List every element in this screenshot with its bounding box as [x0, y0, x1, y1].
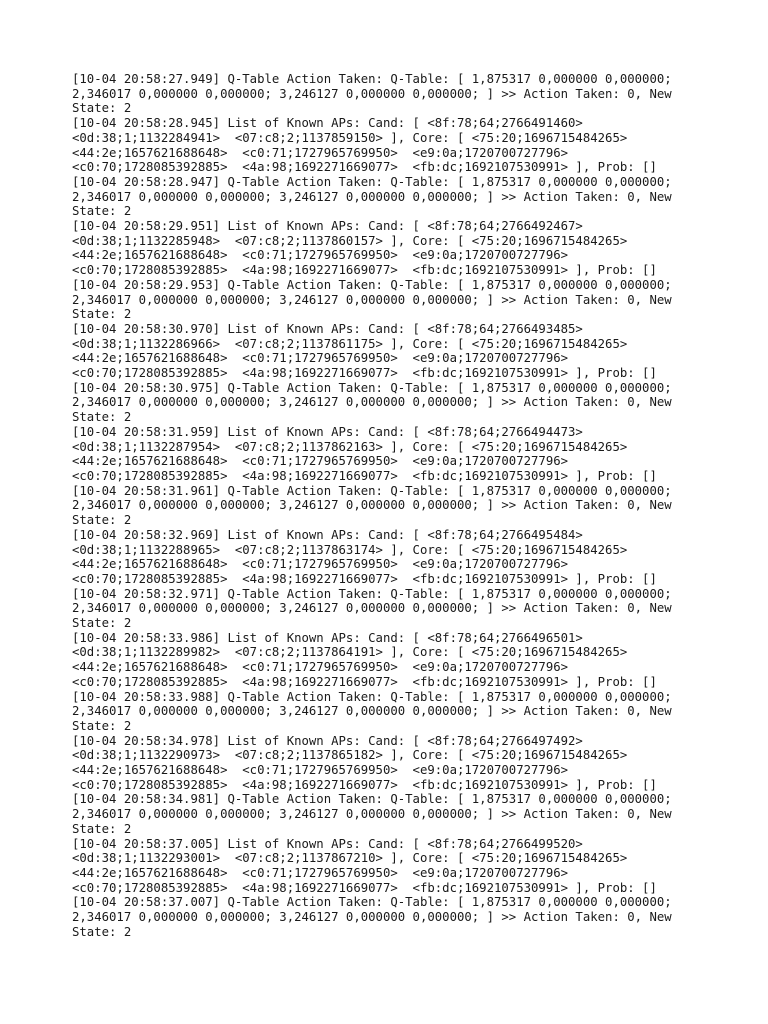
log-line: State: 2	[72, 513, 132, 528]
log-line: [10-04 20:58:31.959] List of Known APs: Cand: [ <8f:78;64;2766494473>	[72, 424, 583, 439]
log-line: [10-04 20:58:33.988] Q-Table Action Taken: Q-Table: [ 1,875317 0,000000 0,000000;	[72, 689, 672, 704]
log-line: <c0:70;1728085392885> <4a:98;1692271669077> <fb:dc;1692107530991> ], Prob: []	[72, 160, 657, 175]
log-line: <0d:38;1;1132290973> <07:c8;2;1137865182> ], Core: [ <75:20;1696715484265>	[72, 748, 628, 763]
log-line: 2,346017 0,000000 0,000000; 3,246127 0,000000 0,000000; ] >> Action Taken: 0, New	[72, 910, 672, 925]
log-line: [10-04 20:58:32.969] List of Known APs: Cand: [ <8f:78;64;2766495484>	[72, 527, 583, 542]
log-line: <0d:38;1;1132289982> <07:c8;2;1137864191> ], Core: [ <75:20;1696715484265>	[72, 645, 628, 660]
log-line: State: 2	[72, 821, 132, 836]
log-line: [10-04 20:58:28.945] List of Known APs: Cand: [ <8f:78;64;2766491460>	[72, 116, 583, 131]
log-line: <c0:70;1728085392885> <4a:98;1692271669077> <fb:dc;1692107530991> ], Prob: []	[72, 880, 657, 895]
log-line: [10-04 20:58:27.949] Q-Table Action Taken: Q-Table: [ 1,875317 0,000000 0,000000;	[72, 72, 672, 86]
log-line: [10-04 20:58:34.981] Q-Table Action Taken: Q-Table: [ 1,875317 0,000000 0,000000;	[72, 792, 672, 807]
log-line: <44:2e;1657621688648> <c0:71;1727965769950> <e9:0a;1720700727796>	[72, 865, 569, 880]
log-line: <c0:70;1728085392885> <4a:98;1692271669077> <fb:dc;1692107530991> ], Prob: []	[72, 263, 657, 278]
log-line: <0d:38;1;1132286966> <07:c8;2;1137861175> ], Core: [ <75:20;1696715484265>	[72, 336, 628, 351]
log-line: State: 2	[72, 616, 132, 631]
log-line: [10-04 20:58:29.953] Q-Table Action Taken: Q-Table: [ 1,875317 0,000000 0,000000;	[72, 277, 672, 292]
log-line: State: 2	[72, 924, 132, 939]
log-line: 2,346017 0,000000 0,000000; 3,246127 0,000000 0,000000; ] >> Action Taken: 0, New	[72, 601, 672, 616]
log-line: <0d:38;1;1132284941> <07:c8;2;1137859150> ], Core: [ <75:20;1696715484265>	[72, 130, 628, 145]
log-line: <c0:70;1728085392885> <4a:98;1692271669077> <fb:dc;1692107530991> ], Prob: []	[72, 777, 657, 792]
log-line: <0d:38;1;1132293001> <07:c8;2;1137867210> ], Core: [ <75:20;1696715484265>	[72, 851, 628, 866]
log-line: <c0:70;1728085392885> <4a:98;1692271669077> <fb:dc;1692107530991> ], Prob: []	[72, 571, 657, 586]
log-line: <44:2e;1657621688648> <c0:71;1727965769950> <e9:0a;1720700727796>	[72, 351, 569, 366]
log-line: State: 2	[72, 307, 132, 322]
log-line: State: 2	[72, 718, 132, 733]
log-line: <0d:38;1;1132288965> <07:c8;2;1137863174> ], Core: [ <75:20;1696715484265>	[72, 542, 628, 557]
log-line: State: 2	[72, 101, 132, 116]
log-line: <44:2e;1657621688648> <c0:71;1727965769950> <e9:0a;1720700727796>	[72, 248, 569, 263]
log-line: [10-04 20:58:30.975] Q-Table Action Taken: Q-Table: [ 1,875317 0,000000 0,000000;	[72, 380, 672, 395]
log-line: [10-04 20:58:28.947] Q-Table Action Taken: Q-Table: [ 1,875317 0,000000 0,000000;	[72, 174, 672, 189]
log-line: <c0:70;1728085392885> <4a:98;1692271669077> <fb:dc;1692107530991> ], Prob: []	[72, 366, 657, 381]
log-line: <0d:38;1;1132287954> <07:c8;2;1137862163> ], Core: [ <75:20;1696715484265>	[72, 439, 628, 454]
log-line: <44:2e;1657621688648> <c0:71;1727965769950> <e9:0a;1720700727796>	[72, 557, 569, 572]
log-line: [10-04 20:58:37.007] Q-Table Action Taken: Q-Table: [ 1,875317 0,000000 0,000000;	[72, 895, 672, 910]
log-line: 2,346017 0,000000 0,000000; 3,246127 0,000000 0,000000; ] >> Action Taken: 0, New	[72, 807, 672, 822]
log-body	[72, 72, 712, 939]
log-line: [10-04 20:58:29.951] List of Known APs: Cand: [ <8f:78;64;2766492467>	[72, 219, 583, 234]
log-line: <c0:70;1728085392885> <4a:98;1692271669077> <fb:dc;1692107530991> ], Prob: []	[72, 468, 657, 483]
log-line: 2,346017 0,000000 0,000000; 3,246127 0,000000 0,000000; ] >> Action Taken: 0, New	[72, 292, 672, 307]
log-line: 2,346017 0,000000 0,000000; 3,246127 0,000000 0,000000; ] >> Action Taken: 0, New	[72, 498, 672, 513]
log-line: 2,346017 0,000000 0,000000; 3,246127 0,000000 0,000000; ] >> Action Taken: 0, New	[72, 86, 672, 101]
log-line: <44:2e;1657621688648> <c0:71;1727965769950> <e9:0a;1720700727796>	[72, 145, 569, 160]
log-line: <0d:38;1;1132285948> <07:c8;2;1137860157> ], Core: [ <75:20;1696715484265>	[72, 233, 628, 248]
log-line: [10-04 20:58:30.970] List of Known APs: Cand: [ <8f:78;64;2766493485>	[72, 321, 583, 336]
log-line: <44:2e;1657621688648> <c0:71;1727965769950> <e9:0a;1720700727796>	[72, 763, 569, 778]
log-line: <c0:70;1728085392885> <4a:98;1692271669077> <fb:dc;1692107530991> ], Prob: []	[72, 674, 657, 689]
log-line: State: 2	[72, 410, 132, 425]
log-line: <44:2e;1657621688648> <c0:71;1727965769950> <e9:0a;1720700727796>	[72, 454, 569, 469]
log-line: [10-04 20:58:31.961] Q-Table Action Taken: Q-Table: [ 1,875317 0,000000 0,000000;	[72, 483, 672, 498]
log-line: [10-04 20:58:34.978] List of Known APs: Cand: [ <8f:78;64;2766497492>	[72, 733, 583, 748]
log-line: [10-04 20:58:32.971] Q-Table Action Taken: Q-Table: [ 1,875317 0,000000 0,000000;	[72, 586, 672, 601]
log-line: 2,346017 0,000000 0,000000; 3,246127 0,000000 0,000000; ] >> Action Taken: 0, New	[72, 704, 672, 719]
log-line: 2,346017 0,000000 0,000000; 3,246127 0,000000 0,000000; ] >> Action Taken: 0, New	[72, 395, 672, 410]
log-line: 2,346017 0,000000 0,000000; 3,246127 0,000000 0,000000; ] >> Action Taken: 0, New	[72, 189, 672, 204]
log-line: [10-04 20:58:37.005] List of Known APs: Cand: [ <8f:78;64;2766499520>	[72, 836, 583, 851]
log-line: State: 2	[72, 204, 132, 219]
log-line: [10-04 20:58:33.986] List of Known APs: Cand: [ <8f:78;64;2766496501>	[72, 630, 583, 645]
log-document	[72, 72, 712, 939]
log-line: <44:2e;1657621688648> <c0:71;1727965769950> <e9:0a;1720700727796>	[72, 660, 569, 675]
